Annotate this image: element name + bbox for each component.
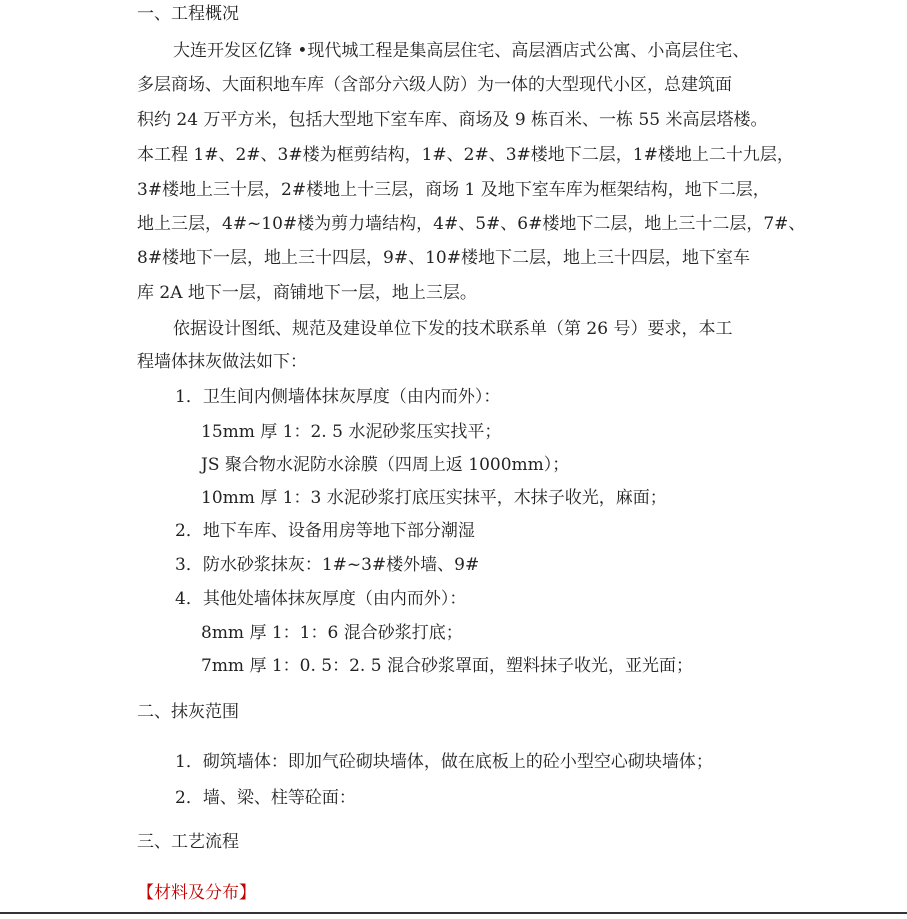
materials-tag: 【材料及分布】 [137,883,256,903]
item-4-layer-2: 7mm 厚 1：0. 5：2. 5 混合砂浆罩面，塑料抹子收光，亚光面； [201,656,693,676]
bottom-divider [0,912,907,914]
section-heading-overview: 一、工程概况 [137,4,239,24]
item-4-heading: 4．其他处墙体抹灰厚度（由内而外）： [175,589,467,609]
overview-line-2: 多层商场、大面积地车库（含部分六级人防）为一体的大型现代小区，总建筑面 [137,75,732,95]
item-2: 2．地下车库、设备用房等地下部分潮湿 [175,521,475,541]
overview-line-3: 积约 24 万平方米，包括大型地下室车库、商场及 9 栋百米、一栋 55 米高层塔楼。 [137,110,768,130]
item-3: 3．防水砂浆抹灰：1#~3#楼外墙、9# [175,555,480,575]
requirement-line-1: 依据设计图纸、规范及建设单位下发的技术联系单（第 26 号）要求，本工 [173,319,733,339]
scope-item-1: 1．砌筑墙体：即加气砼砌块墙体，做在底板上的砼小型空心砌块墙体； [175,752,713,772]
overview-line-6: 地上三层，4#~10#楼为剪力墙结构，4#、5#、6#楼地下二层，地上三十二层，7#、 [137,214,806,234]
item-1-heading: 1．卫生间内侧墙体抹灰厚度（由内而外）： [175,387,501,407]
item-1-layer-1: 15mm 厚 1：2. 5 水泥砂浆压实找平； [201,422,502,442]
scope-item-2: 2．墙、梁、柱等砼面： [175,788,356,808]
overview-line-4: 本工程 1#、2#、3#楼为框剪结构，1#、2#、3#楼地下二层，1#楼地上二十九层， [137,145,794,165]
section-heading-process: 三、工艺流程 [137,832,239,852]
overview-line-1: 大连开发区亿锋 •现代城工程是集高层住宅、高层酒店式公寓、小高层住宅、 [173,41,750,61]
overview-line-7: 8#楼地下一层，地上三十四层，9#、10#楼地下二层，地上三十四层，地下室车 [137,248,750,268]
item-1-layer-3: 10mm 厚 1：3 水泥砂浆打底压实抹平，木抹子收光，麻面； [201,488,667,508]
item-1-layer-2: JS 聚合物水泥防水涂膜（四周上返 1000mm）； [201,455,570,475]
section-heading-scope: 二、抹灰范围 [137,702,239,722]
requirement-line-2: 程墙体抹灰做法如下： [137,352,307,372]
overview-line-8: 库 2A 地下一层，商铺地下一层，地上三层。 [137,283,477,303]
overview-line-5: 3#楼地上三十层，2#楼地上十三层，商场 1 及地下室车库为框架结构，地下二层， [137,180,770,200]
item-4-layer-1: 8mm 厚 1：1：6 混合砂浆打底； [201,623,463,643]
